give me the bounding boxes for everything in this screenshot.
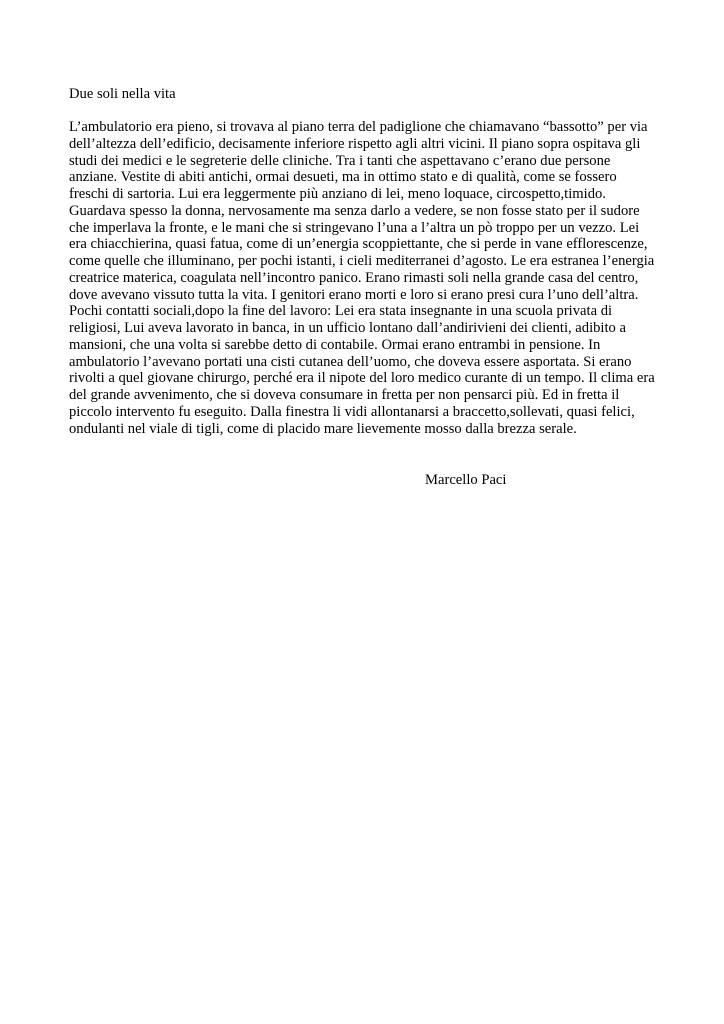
paragraph-line: dove avevano vissuto tutta la vita. I genitori erano morti e loro si erano presi cura l’uno dell’altra. — [69, 286, 639, 303]
paragraph-line: ambulatorio l’avevano portati una cisti cutanea dell’uomo, che doveva essere asportata. Si erano — [69, 353, 632, 370]
paragraph-line: era chiacchierina, quasi fatua, come di un’energia scoppiettante, che si perde in vane efflorescenze, — [69, 236, 648, 253]
paragraph-line: creatrice materica, coagulata nell’incontro panico. Erano rimasti soli nella grande casa del centro, — [69, 269, 639, 286]
paragraph-line: Pochi contatti sociali,dopo la fine del lavoro: Lei era stata insegnante in una scuola privata di — [69, 303, 613, 320]
author-signature: Marcello Paci — [425, 472, 507, 488]
paragraph-line: anziane. Vestite di abiti antichi, ormai desueti, ma in ottimo stato e di qualità, come se fossero — [69, 169, 617, 186]
paragraph-line: Guardava spesso la donna, nervosamente ma senza darlo a vedere, se non fosse stato per il sudore — [69, 202, 640, 219]
paragraph-line: ondulanti nel viale di tigli, come di placido mare lievemente mosso dalla brezza serale. — [69, 420, 577, 437]
story-paragraph — [69, 119, 669, 437]
paragraph-line: studi dei medici e le segreterie delle cliniche. Tra i tanti che aspettavano c’erano due persone — [69, 152, 611, 169]
paragraph-line: del grande avvenimento, che si doveva consumare in fretta per non pensarci più. Ed in fretta il — [69, 387, 620, 403]
paragraph-line: rivolti a quel giovane chirurgo, perché era il nipote del loro medico curante di un tempo. Il clima era — [69, 370, 655, 387]
paragraph-line: freschi di sartoria. Lui era leggermente più anziano di lei, meno loquace, circospetto,timido. — [69, 186, 606, 202]
paragraph-line: mansioni, che una volta si sarebbe detto di contabile. Ormai erano entrambi in pensione. In — [69, 336, 601, 353]
paragraph-line: che imperlava la fronte, e le mani che si stringevano l’una a l’altra un pò troppo per un vezzo. Lei — [69, 219, 640, 236]
paragraph-line: come quelle che illuminano, per pochi istanti, i cieli mediterranei d’agosto. Le era estranea l’energia — [69, 253, 655, 269]
document-title: Due soli nella vita — [69, 86, 176, 102]
paragraph-line: dell’altezza dell’edificio, decisamente inferiore rispetto agli altri vicini. Il piano sopra ospitava gli — [69, 135, 641, 152]
paragraph-line: L’ambulatorio era pieno, si trovava al piano terra del padiglione che chiamavano “bassotto” per via — [69, 119, 648, 135]
paragraph-line: religiosi, Lui aveva lavorato in banca, in un ufficio lontano dall’andirivieni dei clienti, adibito a — [69, 320, 626, 336]
paragraph-line: piccolo intervento fu eseguito. Dalla finestra li vidi allontanarsi a braccetto,sollevati, quasi felici, — [69, 403, 635, 420]
